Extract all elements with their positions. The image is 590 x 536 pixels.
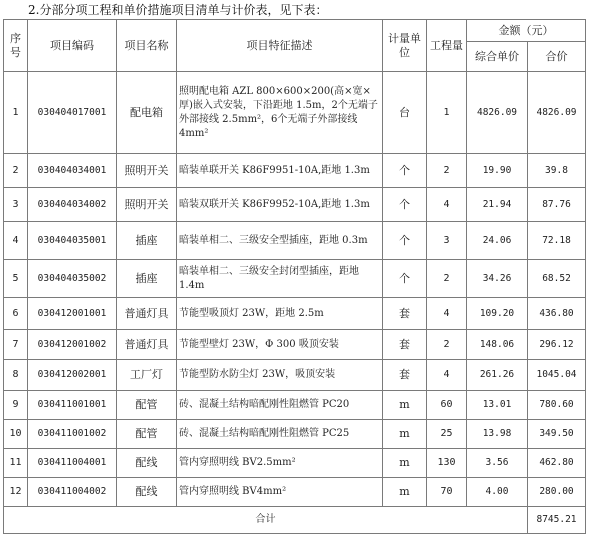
row-qty: 4 bbox=[427, 188, 467, 222]
row-code: 030412001002 bbox=[28, 330, 117, 360]
row-unit: 个 bbox=[383, 260, 427, 298]
row-name: 配管 bbox=[117, 420, 177, 449]
table-row bbox=[4, 260, 586, 298]
row-seq: 11 bbox=[4, 449, 28, 478]
row-code: 030411004001 bbox=[28, 449, 117, 478]
row-total: 4826.09 bbox=[528, 72, 586, 154]
row-qty: 1 bbox=[427, 72, 467, 154]
row-desc: 暗装单相二、三级安全型插座，距地 0.3m bbox=[177, 222, 383, 260]
row-name: 普通灯具 bbox=[117, 330, 177, 360]
footer-total-value: 8745.21 bbox=[528, 507, 586, 534]
row-qty: 2 bbox=[427, 330, 467, 360]
row-seq: 5 bbox=[4, 260, 28, 298]
row-seq: 10 bbox=[4, 420, 28, 449]
row-seq: 2 bbox=[4, 154, 28, 188]
section-heading: 2.分部分项工程和单价措施项目清单与计价表，见下表： bbox=[28, 3, 328, 17]
table-row bbox=[4, 391, 586, 420]
row-unit: 套 bbox=[383, 360, 427, 391]
row-unit-price: 24.06 bbox=[467, 222, 528, 260]
row-unit-price: 34.26 bbox=[467, 260, 528, 298]
row-qty: 130 bbox=[427, 449, 467, 478]
row-qty: 4 bbox=[427, 360, 467, 391]
row-qty: 4 bbox=[427, 298, 467, 330]
row-total: 87.76 bbox=[528, 188, 586, 222]
table-row bbox=[4, 188, 586, 222]
bill-of-quantities-table bbox=[3, 19, 586, 534]
row-unit: 套 bbox=[383, 330, 427, 360]
row-unit: m bbox=[383, 449, 427, 478]
table-row bbox=[4, 420, 586, 449]
row-name: 插座 bbox=[117, 222, 177, 260]
row-unit: m bbox=[383, 420, 427, 449]
row-code: 030404034001 bbox=[28, 154, 117, 188]
row-seq: 7 bbox=[4, 330, 28, 360]
row-seq: 1 bbox=[4, 72, 28, 154]
row-seq: 8 bbox=[4, 360, 28, 391]
row-desc: 暗装双联开关 K86F9952-10A,距地 1.3m bbox=[177, 188, 383, 222]
row-code: 030404034002 bbox=[28, 188, 117, 222]
table-row bbox=[4, 222, 586, 260]
row-desc: 暗装单相二、三级安全封闭型插座，距地 1.4m bbox=[177, 260, 383, 298]
row-seq: 6 bbox=[4, 298, 28, 330]
row-unit-price: 3.56 bbox=[467, 449, 528, 478]
row-name: 普通灯具 bbox=[117, 298, 177, 330]
table-row bbox=[4, 330, 586, 360]
row-unit-price: 4826.09 bbox=[467, 72, 528, 154]
header-total: 合价 bbox=[528, 42, 586, 72]
row-name: 照明开关 bbox=[117, 154, 177, 188]
table-row bbox=[4, 449, 586, 478]
row-unit-price: 4.00 bbox=[467, 478, 528, 507]
row-total: 296.12 bbox=[528, 330, 586, 360]
row-unit: 个 bbox=[383, 154, 427, 188]
row-unit-price: 261.26 bbox=[467, 360, 528, 391]
row-desc: 管内穿照明线 BV4mm² bbox=[177, 478, 383, 507]
row-desc: 管内穿照明线 BV2.5mm² bbox=[177, 449, 383, 478]
row-unit: 个 bbox=[383, 188, 427, 222]
row-desc: 照明配电箱 AZL 800×600×200(高×宽×厚)嵌入式安装，下沿距地 1.5m，2个无端子外部接线 2.5mm²，6个无端子外部接线 4mm² bbox=[177, 72, 383, 154]
row-code: 030412002001 bbox=[28, 360, 117, 391]
row-seq: 4 bbox=[4, 222, 28, 260]
row-code: 030412001001 bbox=[28, 298, 117, 330]
row-unit-price: 13.01 bbox=[467, 391, 528, 420]
row-qty: 2 bbox=[427, 260, 467, 298]
row-name: 工厂灯 bbox=[117, 360, 177, 391]
table-row bbox=[4, 360, 586, 391]
header-code: 项目编码 bbox=[28, 20, 117, 72]
table-row bbox=[4, 298, 586, 330]
row-name: 配电箱 bbox=[117, 72, 177, 154]
row-unit-price: 21.94 bbox=[467, 188, 528, 222]
row-qty: 2 bbox=[427, 154, 467, 188]
header-unit: 计量单位 bbox=[383, 20, 427, 72]
header-desc: 项目特征描述 bbox=[177, 20, 383, 72]
row-unit: 台 bbox=[383, 72, 427, 154]
row-total: 1045.04 bbox=[528, 360, 586, 391]
table-row bbox=[4, 154, 586, 188]
row-unit-price: 109.20 bbox=[467, 298, 528, 330]
row-name: 配线 bbox=[117, 478, 177, 507]
row-unit: 套 bbox=[383, 298, 427, 330]
header-seq: 序号 bbox=[4, 20, 28, 72]
row-desc: 砖、混凝土结构暗配刚性阻燃管 PC20 bbox=[177, 391, 383, 420]
header-name: 项目名称 bbox=[117, 20, 177, 72]
row-name: 照明开关 bbox=[117, 188, 177, 222]
footer-total-label: 合计 bbox=[4, 507, 528, 534]
row-qty: 60 bbox=[427, 391, 467, 420]
row-seq: 12 bbox=[4, 478, 28, 507]
row-total: 462.80 bbox=[528, 449, 586, 478]
row-unit-price: 148.06 bbox=[467, 330, 528, 360]
row-desc: 节能型防水防尘灯 23W，吸顶安装 bbox=[177, 360, 383, 391]
header-amount: 金额（元） bbox=[467, 20, 586, 42]
row-qty: 25 bbox=[427, 420, 467, 449]
row-desc: 砖、混凝土结构暗配刚性阻燃管 PC25 bbox=[177, 420, 383, 449]
row-total: 72.18 bbox=[528, 222, 586, 260]
row-qty: 3 bbox=[427, 222, 467, 260]
row-qty: 70 bbox=[427, 478, 467, 507]
row-name: 配管 bbox=[117, 391, 177, 420]
row-total: 68.52 bbox=[528, 260, 586, 298]
row-desc: 节能型壁灯 23W，Φ 300 吸顶安装 bbox=[177, 330, 383, 360]
row-total: 436.80 bbox=[528, 298, 586, 330]
row-desc: 节能型吸顶灯 23W，距地 2.5m bbox=[177, 298, 383, 330]
row-code: 030411001001 bbox=[28, 391, 117, 420]
row-total: 780.60 bbox=[528, 391, 586, 420]
row-code: 030404035001 bbox=[28, 222, 117, 260]
row-code: 030411001002 bbox=[28, 420, 117, 449]
row-code: 030404017001 bbox=[28, 72, 117, 154]
row-seq: 3 bbox=[4, 188, 28, 222]
row-unit: m bbox=[383, 478, 427, 507]
row-desc: 暗装单联开关 K86F9951-10A,距地 1.3m bbox=[177, 154, 383, 188]
row-unit: m bbox=[383, 391, 427, 420]
row-total: 280.00 bbox=[528, 478, 586, 507]
header-unit-price: 综合单价 bbox=[467, 42, 528, 72]
row-total: 349.50 bbox=[528, 420, 586, 449]
row-total: 39.8 bbox=[528, 154, 586, 188]
table-row bbox=[4, 478, 586, 507]
row-seq: 9 bbox=[4, 391, 28, 420]
row-code: 030404035002 bbox=[28, 260, 117, 298]
row-unit-price: 19.90 bbox=[467, 154, 528, 188]
row-name: 配线 bbox=[117, 449, 177, 478]
row-unit: 个 bbox=[383, 222, 427, 260]
row-name: 插座 bbox=[117, 260, 177, 298]
row-code: 030411004002 bbox=[28, 478, 117, 507]
table-row bbox=[4, 72, 586, 154]
row-unit-price: 13.98 bbox=[467, 420, 528, 449]
header-qty: 工程量 bbox=[427, 20, 467, 72]
